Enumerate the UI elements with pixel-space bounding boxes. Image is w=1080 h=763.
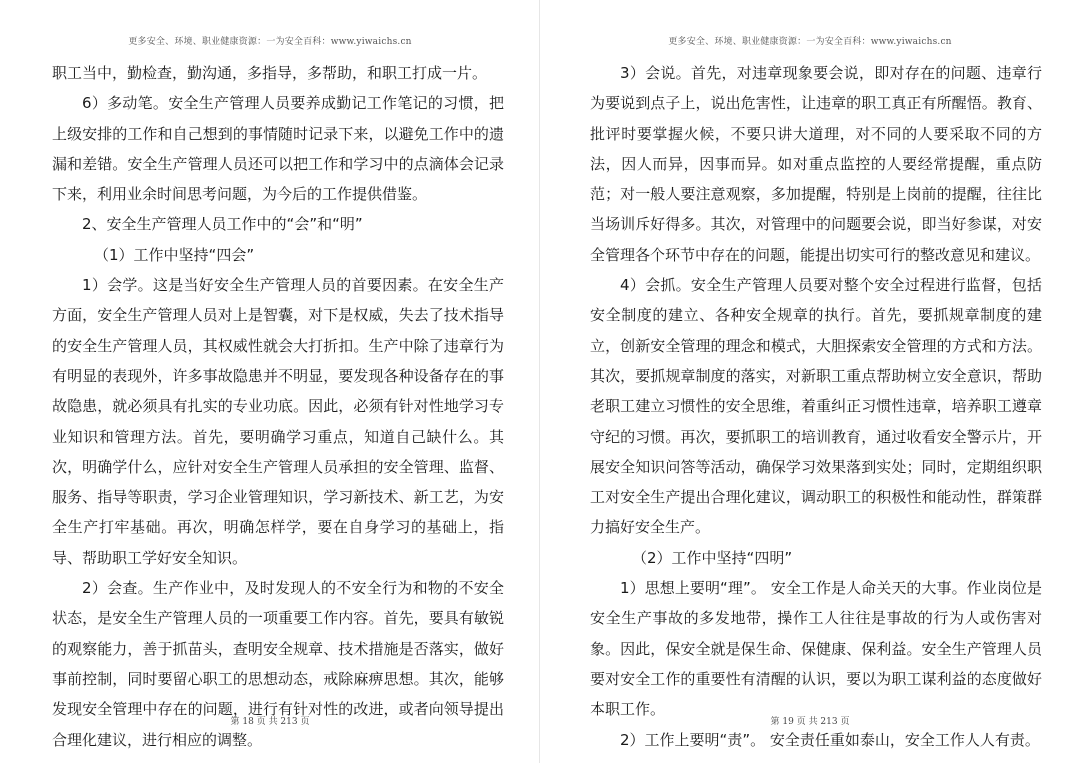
right-page-body — [590, 58, 1042, 755]
page-header: 更多安全、环境、职业健康资源：一为安全百科：www.yiwaichs.cn — [128, 37, 412, 47]
section-heading: 2、安全生产管理人员工作中的“会”和“明” — [82, 215, 363, 234]
page-header: 更多安全、环境、职业健康资源：一为安全百科：www.yiwaichs.cn — [668, 37, 952, 47]
left-page-body — [52, 58, 504, 755]
paragraph: 职工当中，勤检查，勤沟通，多指导，多帮助，和职工打成一片。 — [52, 64, 488, 82]
section-heading: （2）工作中坚持“四明” — [632, 548, 793, 567]
paragraph: 6）多动笔。安全生产管理人员要养成勤记工作笔记的习惯，把上级安排的工作和自己想到的事情随时记录下来，以避免工作中的遗漏和差错。安全生产管理人员还可以把工作和学习中的点滴体会记录下来，利用业余时间思考问题，为今后的工作提供借鉴。 — [52, 94, 504, 204]
paragraph: 1）思想上要明“理”。 安全工作是人命关天的大事。作业岗位是安全生产事故的多发地带，操作工人往往是事故的行为人或伤害对象。因此，保安全就是保生命、保健康、保利益。安全生产管理人员要对安全工作的重要性有清醒的认识，要以为职工谋利益的态度做好本职工作。 — [590, 579, 1042, 719]
section-heading: （1）工作中坚持“四会” — [94, 245, 255, 264]
page-footer: 第 19 页 共 213 页 — [770, 717, 850, 727]
paragraph: 2）工作上要明“责”。 安全责任重如泰山，安全工作人人有责。 — [620, 730, 1040, 749]
paragraph: 1）会学。这是当好安全生产管理人员的首要因素。在安全生产方面，安全生产管理人员对上是智囊，对下是权威，失去了技术指导的安全生产管理人员，其权威性就会大打折扣。生产中除了违章行为有明显的表现外，许多事故隐患并不明显，要发现各种设备存在的事故隐患，就必须具有扎实的专业功底。因此，必须有针对性地学习专业知识和管理方法。首先，要明确学习重点，知道自己缺什么。其次，明确学什么，应针对安全生产管理人员承担的安全管理、监督、服务、指导等职责，学习企业管理知识，学习新技术、新工艺，为安全生产打牢基础。再次，明确怎样学，要在自身学习的基础上，指导、帮助职工学好安全知识。 — [52, 276, 504, 567]
paragraph: 3）会说。首先，对违章现象要会说，即对存在的问题、违章行为要说到点子上，说出危害性，让违章的职工真正有所醒悟。教育、批评时要掌握火候，不要只讲大道理，对不同的人要采取不同的方法，因人而异，因事而异。如对重点监控的人要经常提醒，重点防范；对一般人要注意观察，多加提醒，特别是上岗前的提醒，往往比当场训斥好得多。其次，对管理中的问题要会说，即当好参谋，对安全管理各个环节中存在的问题，能提出切实可行的整改意见和建议。 — [590, 64, 1042, 264]
paragraph: 2）会查。生产作业中，及时发现人的不安全行为和物的不安全状态，是安全生产管理人员的一项重要工作内容。首先，要具有敏锐的观察能力，善于抓苗头，查明安全规章、技术措施是否落实，做好事前控制，同时要留心职工的思想动态，戒除麻痹思想。其次，能够发现安全管理中存在的问题，进行有针对性的改进，或者向领导提出合理化建议，进行相应的调整。 — [52, 579, 504, 749]
paragraph: 4）会抓。安全生产管理人员要对整个安全过程进行监督，包括安全制度的建立、各种安全规章的执行。首先，要抓规章制度的建立，创新安全管理的理念和模式，大胆探索安全管理的方式和方法。其次，要抓规章制度的落实，对新职工重点帮助树立安全意识，帮助老职工建立习惯性的安全思维，着重纠正习惯性违章，培养职工遵章守纪的习惯。再次，要抓职工的培训教育，通过收看安全警示片，开展安全知识问答等活动，确保学习效果落到实处；同时，定期组织职工对安全生产提出合理化建议，调动职工的积极性和能动性，群策群力搞好安全生产。 — [590, 276, 1042, 537]
page-footer: 第 18 页 共 213 页 — [230, 717, 310, 727]
